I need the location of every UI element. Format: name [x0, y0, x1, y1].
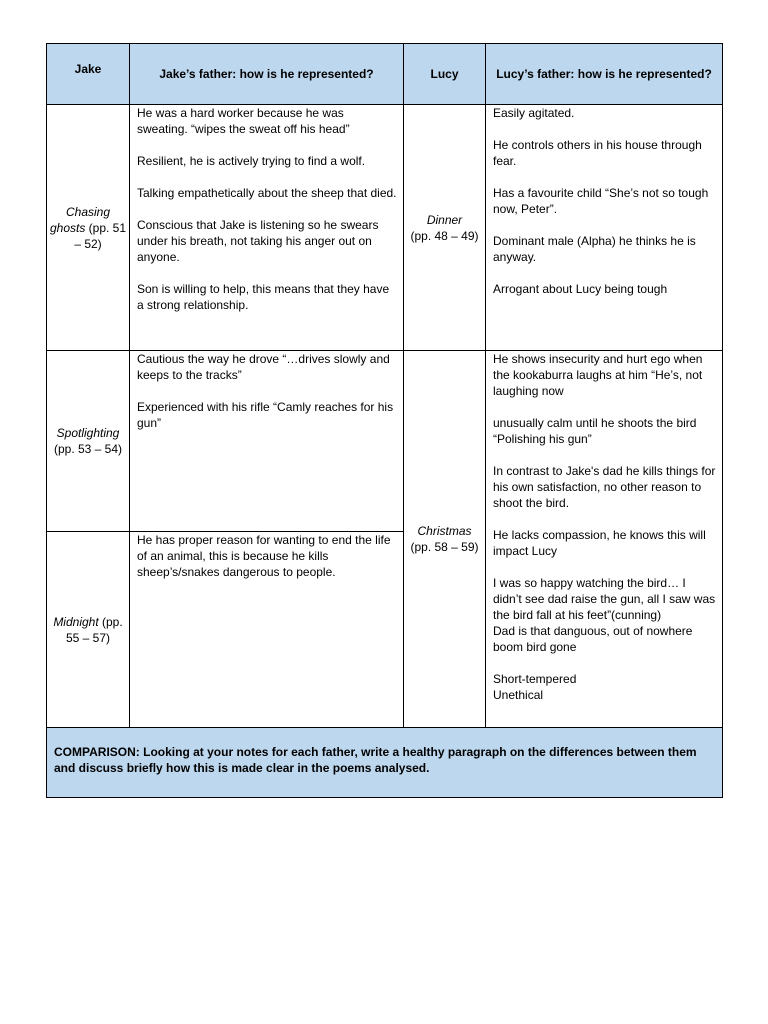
poem-pages: (pp. 58 – 59): [410, 540, 479, 554]
lucys-father-notes-christmas: [486, 351, 723, 728]
poem-label-dinner: [404, 105, 486, 351]
poem-title: Midnight: [53, 614, 99, 629]
poem-pages: (pp. 53 – 54): [53, 442, 123, 456]
note: He has proper reason for wanting to end the life of an animal, this is because he kills sheep’s/snakes dangerous to people.: [137, 533, 391, 579]
note: He lacks compassion, he knows this will impact Lucy: [493, 528, 706, 558]
header-jake: Jake: [47, 44, 130, 105]
jakes-father-notes-midnight: [130, 532, 404, 728]
poem-title: Christmas: [417, 524, 472, 538]
note: Easily agitated.: [493, 106, 575, 120]
poem-label-christmas: [404, 351, 486, 728]
poem-label-midnight: [47, 532, 130, 728]
note: Conscious that Jake is listening so he swears under his breath, not taking his anger out on anyone.: [137, 218, 379, 264]
poem-pages: (pp. 55 – 57): [65, 614, 123, 645]
poem-title: Spotlighting: [56, 426, 120, 440]
comparison-table: [46, 43, 723, 798]
header-jakes-father: Jake’s father: how is he represented?: [130, 44, 404, 105]
poem-label-chasing-ghosts: [47, 105, 130, 351]
note: I was so happy watching the bird… I didn’t see dad raise the gun, all I saw was the bird fall at his feet”(cunning) Dad is that danguous, out of nowhere boom bird gone: [493, 576, 716, 654]
note: Cautious the way he drove “…drives slowly and keeps to the tracks”: [137, 352, 390, 382]
note: He controls others in his house through fear.: [493, 138, 702, 168]
comparison-prompt: COMPARISON: Looking at your notes for each father, write a healthy paragraph on the differences between them and discuss briefly how this is made clear in the poems analysed.: [47, 728, 723, 798]
note: He was a hard worker because he was sweating. “wipes the sweat off his head”: [137, 106, 350, 136]
note: Dominant male (Alpha) he thinks he is anyway.: [493, 234, 696, 264]
note: He shows insecurity and hurt ego when the kookaburra laughs at him “He’s, not laughing now: [493, 352, 703, 398]
note: Resilient, he is actively trying to find a wolf.: [137, 154, 366, 168]
note: Experienced with his rifle “Camly reaches for his gun”: [137, 400, 394, 430]
note: Talking empathetically about the sheep that died.: [137, 186, 397, 200]
note: Son is willing to help, this means that they have a strong relationship.: [137, 282, 390, 312]
jakes-father-notes-spotlighting: [130, 351, 404, 532]
poem-label-spotlighting: [47, 351, 130, 532]
note: Short-tempered Unethical: [493, 672, 577, 702]
poem-title: Chasing ghosts: [49, 204, 111, 235]
poem-title: Dinner: [426, 212, 463, 227]
note: unusually calm until he shoots the bird “Polishing his gun”: [493, 416, 697, 446]
poem-pages: (pp. 48 – 49): [410, 228, 479, 243]
header-lucys-father: Lucy’s father: how is he represented?: [486, 44, 723, 105]
jakes-father-notes-chasing-ghosts: [130, 105, 404, 351]
note: In contrast to Jake's dad he kills things for his own satisfaction, no other reason to shoot the bird.: [493, 464, 716, 510]
poem-pages: (pp. 51 – 52): [74, 220, 127, 251]
lucys-father-notes-dinner: [486, 105, 723, 351]
note: Arrogant about Lucy being tough: [493, 282, 668, 296]
note: Has a favourite child “She’s not so tough now, Peter”.: [493, 186, 709, 216]
header-lucy: Lucy: [404, 44, 486, 105]
